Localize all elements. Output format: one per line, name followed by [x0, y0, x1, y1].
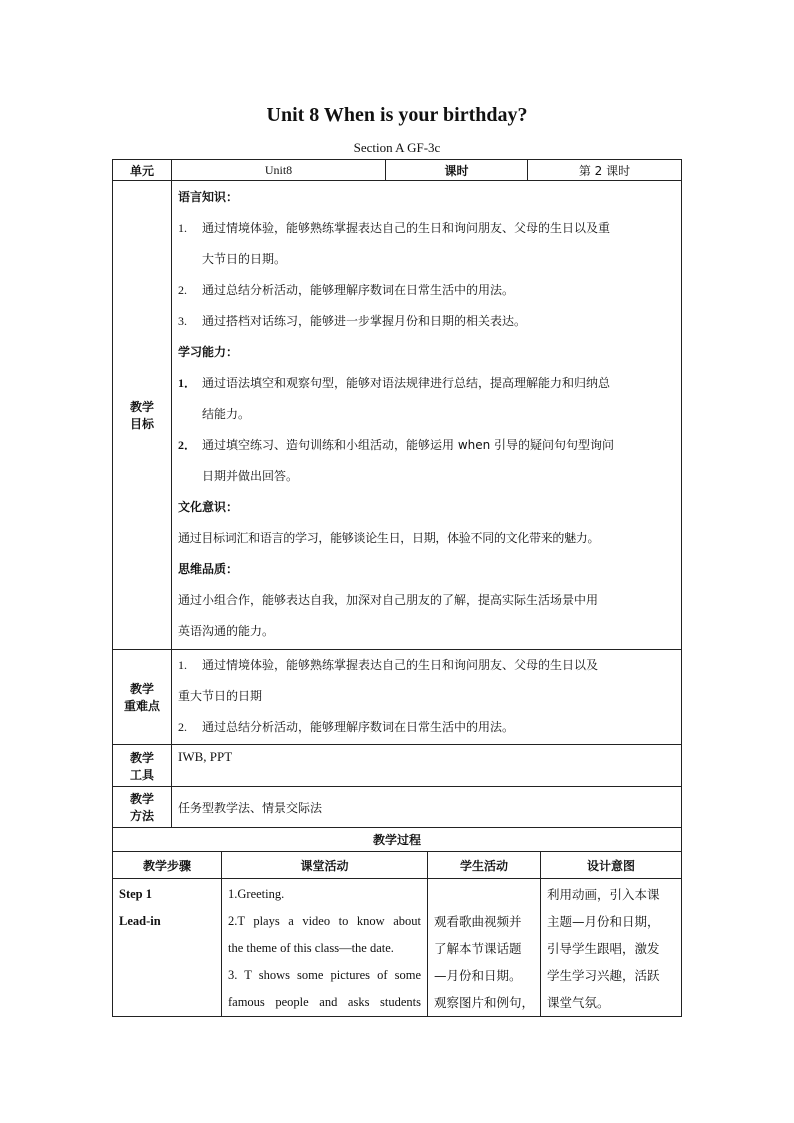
- process-title-row: [113, 828, 682, 852]
- methods-label: 教学 方法: [113, 787, 172, 828]
- goals-thinking-line2: 英语沟通的能力。: [178, 624, 275, 638]
- goals-culture-text: 通过目标词汇和语言的学习，能够谈论生日，日期，体验不同的文化带来的魅力。: [178, 531, 600, 545]
- goals-heading-ability: 学习能力：: [178, 345, 239, 359]
- step1-design-intent: 利用动画，引入本课 主题—月份和日期， 引导学生跟唱，激发 学生学习兴趣，活跃 课堂气氛。: [541, 879, 682, 1017]
- step1-student-activity: 观看歌曲视频并 了解本节课话题 —月份和日期。 观察图片和例句，: [428, 879, 541, 1017]
- process-header-design: 设计意图: [541, 852, 682, 879]
- goals-label: 教学 目标: [113, 181, 172, 650]
- process-table: [112, 827, 682, 1017]
- keypoints-label: 教学 重难点: [113, 650, 172, 745]
- goals-lang-item-1: 1. 通过情境体验，能够熟练掌握表达自己的生日和询问朋友、父母的生日以及重: [178, 221, 611, 235]
- process-step1-row: [113, 879, 682, 1017]
- step1-activities: [222, 879, 428, 1017]
- activity-line: 3. T shows some pictures of some: [228, 968, 421, 982]
- unit-label: 单元: [113, 160, 172, 181]
- page-subtitle: Section A GF-3c: [353, 140, 441, 155]
- tools-value: IWB, PPT: [172, 745, 682, 787]
- keypoint-item-1: 1. 通过情境体验，能够熟练掌握表达自己的生日和询问朋友、父母的生日以及: [178, 658, 599, 672]
- methods-value: 任务型教学法、情景交际法: [172, 787, 682, 828]
- keypoints-row: [113, 650, 682, 745]
- goals-row: [113, 181, 682, 650]
- activity-line: the theme of this class—the date.: [228, 941, 394, 955]
- header-row: [113, 160, 682, 181]
- keypoint-item-2: 2. 通过总结分析活动，能够理解序数词在日常生活中的用法。: [178, 720, 515, 734]
- tools-row: [113, 745, 682, 787]
- process-header-activity: 课堂活动: [222, 852, 428, 879]
- keypoint-item-1-cont: 重大节日的日期: [178, 689, 263, 703]
- process-header-row: [113, 852, 682, 879]
- goals-content: [172, 181, 682, 650]
- goals-ability-item-1: 1． 通过语法填空和观察句型，能够对语法规律进行总结，提高理解能力和归纳总: [178, 376, 611, 390]
- goals-lang-item-3: 3. 通过搭档对话练习，能够进一步掌握月份和日期的相关表达。: [178, 314, 527, 328]
- period-label: 课时: [386, 160, 528, 181]
- unit-value: Unit8: [172, 160, 386, 181]
- goals-lang-item-2: 2. 通过总结分析活动，能够理解序数词在日常生活中的用法。: [178, 283, 515, 297]
- goals-ability-item-1-cont: 结能力。: [202, 407, 251, 421]
- goals-heading-culture: 文化意识：: [178, 500, 239, 514]
- process-title: 教学过程: [113, 828, 682, 852]
- goals-heading-thinking: 思维品质：: [178, 562, 239, 576]
- methods-row: [113, 787, 682, 828]
- activity-line: famous people and asks students: [228, 995, 421, 1009]
- activity-line: 1.Greeting.: [228, 887, 285, 901]
- activity-line: 2.T plays a video to know about: [228, 914, 421, 928]
- keypoints-content: [172, 650, 682, 745]
- goals-heading-language: 语言知识：: [178, 190, 239, 204]
- tools-label: 教学 工具: [113, 745, 172, 787]
- page-title: Unit 8 When is your birthday?: [266, 104, 528, 126]
- lesson-plan-table: [112, 159, 682, 828]
- period-value: 第 2 课时: [528, 160, 682, 181]
- goals-thinking-line1: 通过小组合作，能够表达自我，加深对自己朋友的了解，提高实际生活场景中用: [178, 593, 599, 607]
- step1-name: Step 1 Lead-in: [113, 879, 222, 1017]
- goals-ability-item-2-cont: 日期并做出回答。: [202, 469, 299, 483]
- goals-ability-item-2: 2． 通过填空练习、造句训练和小组活动，能够运用 when 引导的疑问句句型询问: [178, 438, 615, 452]
- process-header-step: 教学步骤: [113, 852, 222, 879]
- process-header-student: 学生活动: [428, 852, 541, 879]
- goals-lang-item-1-cont: 大节日的日期。: [202, 252, 287, 266]
